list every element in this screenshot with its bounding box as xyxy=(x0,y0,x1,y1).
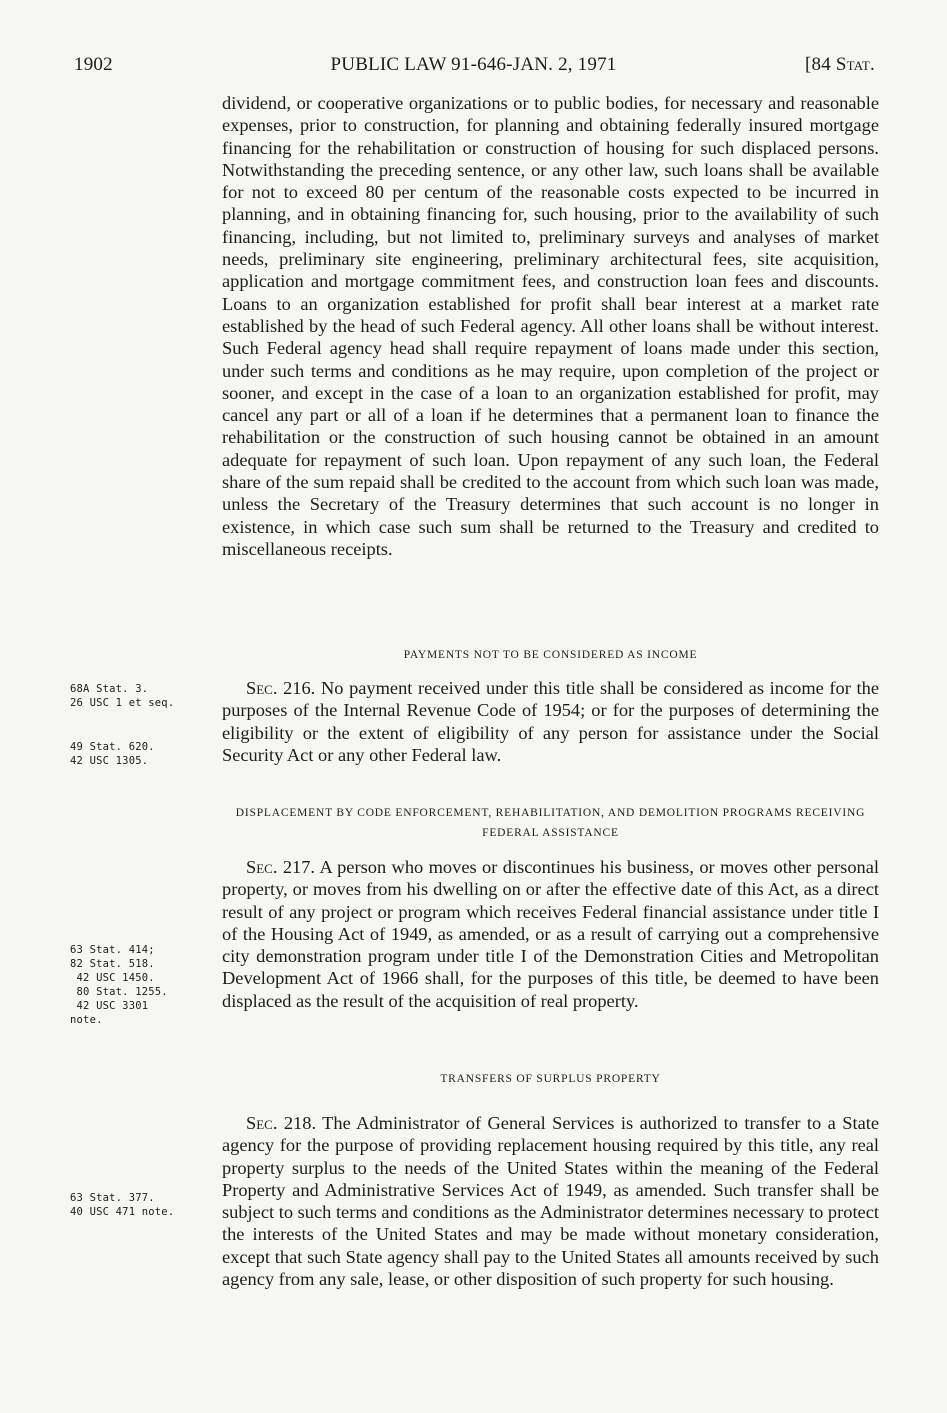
margin-note: 49 Stat. 620. 42 USC 1305. xyxy=(70,741,155,767)
section-217 xyxy=(222,856,879,1012)
continued-paragraph xyxy=(222,92,879,560)
margin-note: 63 Stat. 377. 40 USC 471 note. xyxy=(70,1192,175,1218)
paragraph-text: dividend, or cooperative organizations or to public bodies, for necessary and reasonable expenses, prior to construction, for planning and obtaining federally insured mortgage financing for the rehabilitation or construction of housing for such displaced persons. Notwithstanding the preceding sentence, or any other law, such loans shall be available for not to exceed 80 per centum of the reasonable costs expected to be incurred in planning, and in obtaining financing for, such housing, prior to the availability of such financing, including, but not limited to, preliminary surveys and analyses of market needs, preliminary site engineering, preliminary architectural fees, site acquisition, application and mortgage commitment fees, and construction loan fees and discounts. Loans to an organization established for profit shall bear interest at a market rate established by the head of such Federal agency. All other loans shall be without interest. Such Federal agency head shall require repayment of loans made under this section, under such terms and conditions as he may require, upon completion of the project or sooner, and except in the case of a loan to an organization established for profit, may cancel any part or all of a loan if he determines that a permanent loan to finance the rehabilitation or the construction of such housing cannot be obtained in an amount adequate for repayment of such loan. Upon repayment of any such loan, the Federal share of the sum repaid shall be credited to the account from which such loan was made, unless the Secretary of the Treasury determines that such account is no longer in existence, in which case such sum shall be returned to the Treasury and credited to miscellaneous receipts. xyxy=(222,93,879,559)
page-title: PUBLIC LAW 91-646-JAN. 2, 1971 xyxy=(330,54,617,75)
section-heading: DISPLACEMENT BY CODE ENFORCEMENT, REHABILITATION, AND DEMOLITION PROGRAMS RECEIVING FEDERAL ASSISTANCE xyxy=(235,807,866,839)
section-label: Sec. 218. xyxy=(246,1113,317,1133)
section-heading: TRANSFERS OF SURPLUS PROPERTY xyxy=(440,1073,661,1085)
section-216 xyxy=(222,677,879,766)
section-label: Sec. 216. xyxy=(246,678,316,698)
section-label: Sec. 217. xyxy=(246,857,316,877)
page-number: 1902 xyxy=(74,54,113,75)
volume-reference: [84 Stat. xyxy=(805,54,875,75)
section-218 xyxy=(222,1112,879,1290)
margin-note: 68A Stat. 3. 26 USC 1 et seq. xyxy=(70,683,175,709)
section-text: The Administrator of General Services is authorized to transfer to a State agency for the purpose of providing replacement housing required by this title, any real property surplus to the needs of the United States within the meaning of the Federal Property and Administrative Services Act of 1949, as amended. Such transfer shall be subject to such terms and conditions as the Administrator determines necessary to protect the interests of the United States and may be made without monetary consideration, except that such State agency shall pay to the United States all amounts received by such agency from any sale, lease, or other disposition of such property for such housing. xyxy=(222,1113,880,1290)
section-text: No payment received under this title shall be considered as income for the purposes of the Internal Revenue Code of 1954; or for the purposes of determining the eligibility or the extent of eligibility of any person for assistance under the Social Security Act or any other Federal law. xyxy=(222,678,879,765)
section-heading: PAYMENTS NOT TO BE CONSIDERED AS INCOME xyxy=(403,649,698,661)
margin-note: 63 Stat. 414; 82 Stat. 518. 42 USC 1450. 80 Stat. 1255. 42 USC 3301 note. xyxy=(70,944,168,1026)
section-text: A person who moves or discontinues his business, or moves other personal property, or moves from his dwelling on or after the effective date of this Act, as a direct result of any project or program which receives Federal financial assistance under title I of the Housing Act of 1949, as amended, or as a result of carrying out a comprehensive city demonstration program under title I of the Demonstration Cities and Metropolitan Development Act of 1966 shall, for the purposes of this title, be deemed to have been displaced as the result of the acquisition of real property. xyxy=(222,857,879,1011)
